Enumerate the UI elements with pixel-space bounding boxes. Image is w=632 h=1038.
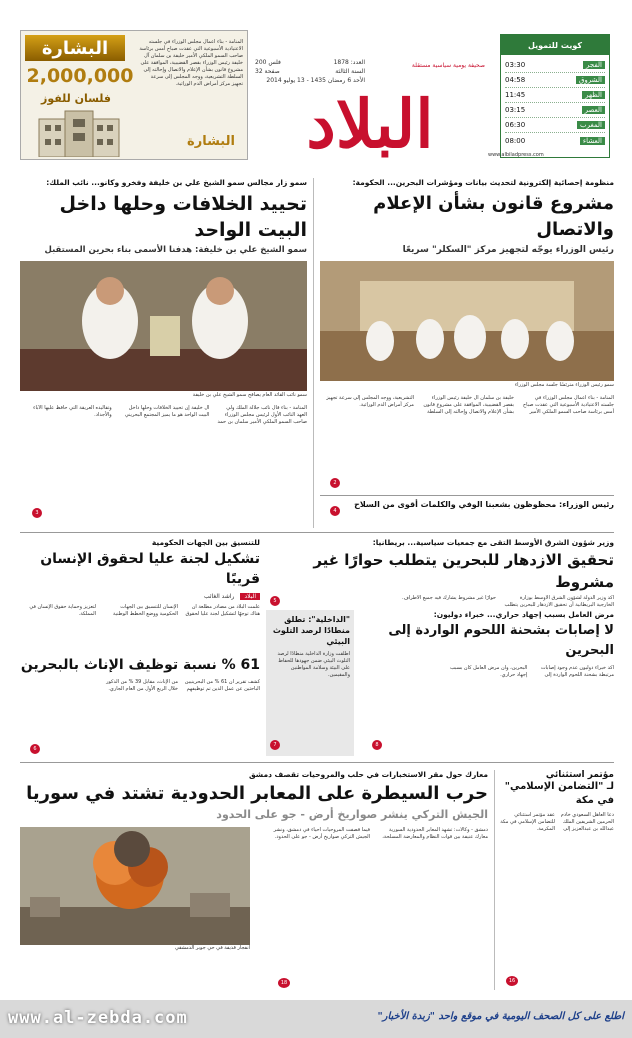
main-story-kicker: منظومة إحصائية إلكترونية لتحديث بيانات ومؤشرات البحرين... الحكومة: xyxy=(352,178,614,187)
prayer-time: 03:15 xyxy=(505,106,526,114)
mecca-kicker: مؤتمر استثنائي xyxy=(545,770,614,780)
second-story-photo xyxy=(20,261,307,391)
meat-kicker: مرض العامل بسبب إجهاد حراري... خبراء دوليون: xyxy=(433,610,614,619)
page-ref-badge[interactable]: 6 xyxy=(30,744,40,754)
interior-headline: "الداخلية": تطلق منطادًا لرصد التلوث البيئي xyxy=(272,615,350,646)
masthead-subtitle: صحيفة يومية سياسية مستقلة xyxy=(411,62,485,69)
prayer-row xyxy=(505,73,605,88)
footer-tagline: اطلع على كل الصحف اليومية في موقع واحد "زبدة الأخبار" xyxy=(377,1011,624,1022)
page-ref-badge[interactable]: 3 xyxy=(32,508,42,518)
women-story-body: كشف تقرير أن 61 % من البحرينيين الباحثين عن عمل الذين تم توظيفهم من الإناث، مقابل 39 % من الذكور خلال الربع الأول من العام الجاري. xyxy=(106,679,260,692)
main-story-caption: سمو رئيس الوزراء مترئسًا جلسة مجلس الوزراء xyxy=(514,382,614,388)
prayer-name: الشروق xyxy=(576,76,605,84)
dialogue-body: أكد وزير الدولة لشؤون الشرق الأوسط بوزارة الخارجية البريطانية أن تحقيق الازدهار للبحرين يتطلب حوارًا غير مشروط يشارك فيه جميع الأطراف. xyxy=(401,595,614,608)
main-story-quote: رئيس الوزراء: محظوظون بشعبنا الوفي والكلمات أقوى من السلاح xyxy=(320,495,614,509)
interior-box xyxy=(266,610,354,756)
ad-top-left xyxy=(20,30,248,160)
second-story-body: المنامة - بناء قال نائب جلالة الملك ولي العهد النائب الأول لرئيس مجلس الوزراء صاحب السمو الملكي الأمير سلمان بن حمد آل خليفة إن تحييد الخلافات وحلها داخل البيت الواحد هو ما يميز المجتمع البحريني وتقاليده العريقة التي حافظ عليها الآباء والأجداد. xyxy=(33,405,307,425)
prayer-name: الفجر xyxy=(583,61,605,69)
footer-url[interactable]: www.al-zebda.com xyxy=(8,1008,188,1028)
prayer-times xyxy=(500,34,610,158)
issue-number: العدد: 1878 xyxy=(333,59,365,66)
syria-headline: حرب السيطرة على المعابر الحدودية تشتد في سوريا xyxy=(26,783,488,804)
syria-caption: انفجار قذيفة في حي جوبر الدمشقي xyxy=(174,945,250,951)
page-ref-badge[interactable]: 4 xyxy=(330,506,340,516)
main-story-subhead: رئيس الوزراء يوجّه لتجهيز مركز "السكلر" سريعًا xyxy=(402,245,614,255)
page-ref-badge[interactable]: 18 xyxy=(278,978,290,988)
page-ref-badge[interactable]: 2 xyxy=(330,478,340,488)
ad-amount: 2,000,000 xyxy=(26,65,134,87)
ad-tagline: فلسان للفوز xyxy=(40,91,111,105)
mecca-body: دعا العاهل السعودي خادم الحرمين الشريفين الملك عبدالله بن عبدالعزيز إلى عقد مؤتمر استثنائي للتضامن الإسلامي في مكة المكرمة. xyxy=(500,812,614,832)
prayer-name: المغرب xyxy=(577,121,605,129)
main-story xyxy=(320,178,614,528)
column-divider xyxy=(494,770,495,990)
main-story-headline: مشروع قانون بشأن الإعلام والاتصال xyxy=(373,193,614,240)
prayer-time: 03:30 xyxy=(505,61,526,69)
women-story-headline: 61 % نسبة توظيف الإناث بالبحرين xyxy=(20,657,260,673)
section-divider xyxy=(20,532,614,533)
building-image xyxy=(29,109,129,157)
syria-story xyxy=(20,770,488,990)
main-story-photo xyxy=(320,261,614,381)
second-story xyxy=(20,178,307,528)
source-tag: البلاد xyxy=(240,593,260,600)
masthead-title: البلاد xyxy=(306,85,434,163)
section-divider xyxy=(20,762,614,763)
main-story-body: المنامة - بناء أعمال مجلس الوزراء في جلسته الاعتيادية الأسبوعية التي عقدت صباح أمس برئاسة صاحب السمو الملكي الأمير خليفة بن سلمان آل خليفة رئيس الوزراء بقصر القضيبية، الموافقة على مشروع قانون بشأن الإعلام والاتصال وإحالته إلى السلطة التشريعية، ووجه المجلس إلى سرعة تجهيز مركز أمراض الدم الوراثية. xyxy=(326,395,614,415)
prayer-name: العصر xyxy=(582,106,605,114)
column-divider xyxy=(313,178,314,528)
footer-banner xyxy=(0,1000,632,1038)
prayer-time: 11:45 xyxy=(505,91,526,99)
syria-photo-wrap xyxy=(20,827,250,952)
human-rights-story xyxy=(20,538,260,648)
prayer-row xyxy=(505,88,605,103)
syria-kicker: معارك حول مقر الاستخبارات في حلب والمروحيات تقصف دمشق xyxy=(249,770,488,779)
explosion-photo xyxy=(20,827,250,945)
byline: راشد الغائب xyxy=(204,593,235,600)
meat-story xyxy=(360,610,614,756)
dialogue-story xyxy=(266,538,614,606)
prayer-row xyxy=(505,58,605,73)
ad-banner: البشارة xyxy=(25,35,125,61)
human-rights-kicker: للتنسيق بين الجهات الحكومية xyxy=(151,538,260,547)
prayer-rows xyxy=(501,55,609,151)
issue-date: الأحد 6 رمضان 1435 - 13 يوليو 2014 xyxy=(266,77,365,84)
ad-brand: البشارة xyxy=(187,133,235,149)
dialogue-kicker: وزير شؤون الشرق الأوسط التقى مع جمعيات سياسية... بريطانيا: xyxy=(372,538,614,547)
page-ref-badge[interactable]: 7 xyxy=(270,740,280,750)
second-story-kicker: سمو زار مجالس سمو الشيخ علي بن خليفة وفخرو وكانو... نائب الملك: xyxy=(46,178,307,187)
prayer-name: الظهر xyxy=(582,91,605,99)
syria-body: دمشق - وكالات: تشهد المعابر الحدودية السورية معارك عنيفة بين قوات النظام والمعارضة المسلحة، فيما قصفت المروحيات أحياء في دمشق، ونشر الجيش التركي صواريخ أرض - جو على الحدود. xyxy=(273,827,488,840)
women-story xyxy=(20,655,260,755)
mecca-story xyxy=(500,770,614,990)
page-ref-badge[interactable]: 16 xyxy=(506,976,518,986)
prayer-name: العشاء xyxy=(580,137,605,145)
human-rights-byline-row xyxy=(20,593,260,600)
price-pages xyxy=(255,58,285,76)
prayer-row xyxy=(505,103,605,118)
human-rights-headline: تشكيل لجنة عليا لحقوق الإنسان قريبًا xyxy=(40,551,260,587)
prayer-row xyxy=(505,118,605,133)
dialogue-headline: تحقيق الازدهار للبحرين يتطلب حوارًا غير مشروط xyxy=(313,551,614,591)
pages: 32 صفحة xyxy=(255,68,280,75)
issue-year: السنة الثالثة xyxy=(335,68,365,75)
prayer-time: 04:58 xyxy=(505,76,526,84)
second-story-caption: سمو نائب القائد العام يصافح سمو الشيخ علي بن خليفة xyxy=(192,392,307,398)
mecca-headline-1: لـ "التضامن الإسلامي" xyxy=(504,781,614,792)
price: 200 فلس xyxy=(255,59,281,66)
syria-content xyxy=(20,827,488,952)
prayer-times-header: كويت للتمويل xyxy=(501,35,609,55)
mecca-headline-2: في مكة xyxy=(575,795,614,806)
interior-body: أطلقت وزارة الداخلية منطادًا لرصد التلوث البيئي ضمن جهودها للحفاظ على البيئة وسلامة المواطنين والمقيمين. xyxy=(277,651,350,678)
website: www.albiladpress.com xyxy=(488,152,544,158)
meat-headline: لا إصابات بشحنة اللحوم الواردة إلى البحرين xyxy=(388,623,614,658)
ad-fine-print: المنامة - بناء أعمال مجلس الوزراء في جلسته الاعتيادية الأسبوعية التي عقدت صباح أمس برئاسة صاحب السمو الملكي الأمير خليفة بن سلمان آل خليفة رئيس الوزراء بقصر القضيبية، الموافقة على مشروع قانون بشأن الإعلام والاتصال وإحالته إلى السلطة التشريعية، ووجه المجلس إلى سرعة تجهيز مركز أمراض الدم الوراثية. xyxy=(139,39,243,87)
prayer-time: 08:00 xyxy=(505,136,526,145)
page-ref-badge[interactable]: 8 xyxy=(372,740,382,750)
prayer-time: 06:30 xyxy=(505,121,526,129)
page-ref-badge[interactable]: 5 xyxy=(270,596,280,606)
prayer-row xyxy=(505,133,605,148)
human-rights-body: علمت البلاد من مصادر مطلعة أن هناك توجهًا لتشكيل لجنة عليا لحقوق الإنسان للتنسيق بين الجهات الحكومية ووضع الخطط الوطنية لتعزيز وحماية حقوق الإنسان في المملكة. xyxy=(29,604,260,617)
syria-subhead: الجيش التركي ينشر صواريخ أرض - جو على الحدود xyxy=(216,808,488,821)
second-story-headline: تحييد الخلافات وحلها داخل البيت الواحد xyxy=(59,193,307,241)
second-story-subhead: سمو الشيخ علي بن خليفة: هدفنا الأسمى بناء بحرين المستقبل xyxy=(44,245,307,255)
meat-body: أكد خبراء دوليون عدم وجود إصابات مرتبطة بشحنة اللحوم الواردة إلى البحرين، وأن مرض العامل كان بسبب إجهاد حراري. xyxy=(450,665,614,678)
masthead xyxy=(0,0,632,165)
